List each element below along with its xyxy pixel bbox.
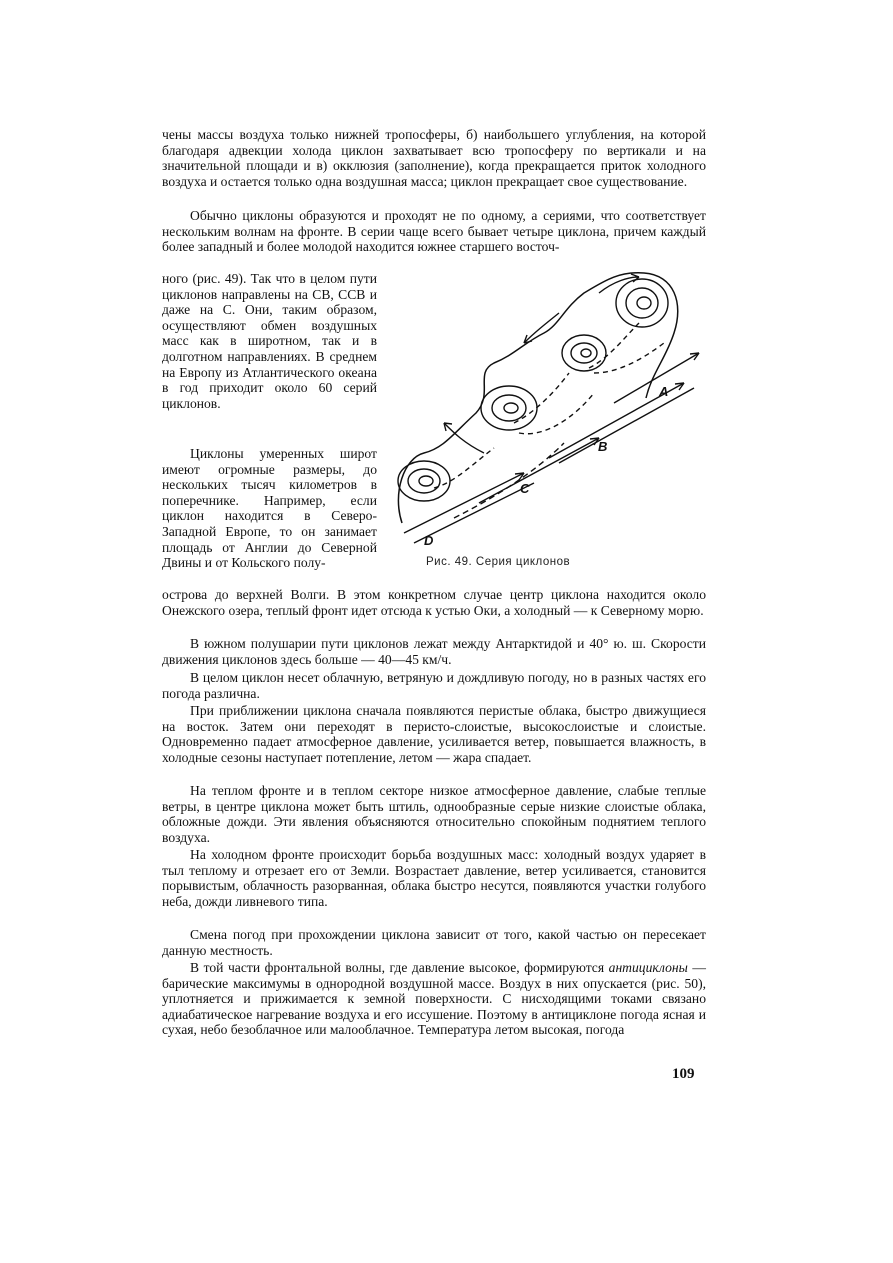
- cyclone-series-diagram: [384, 263, 706, 553]
- term-anticyclones: антициклоны: [608, 960, 688, 975]
- paragraph-10: [162, 960, 706, 1038]
- paragraph-4: В южном полушарии пути циклонов лежат между Антарктидой и 40° ю. ш. Скорости движения циклонов здесь больше — 40—45 км/ч.: [162, 636, 706, 667]
- paragraph-8: На холодном фронте происходит борьба воздушных масс: холодный воздух ударяет в тыл теплому и отрезает его от Земли. Возрастает давление, ветер усиливается, становится порывистым, облачность разорванная, облака быстро несутся, появляются участки голубого неба, дожди ливневого типа.: [162, 847, 706, 909]
- paragraph-2-full: Обычно циклоны образуются и проходят не по одному, а сериями, что соответствует нескольким волнам на фронте. В серии чаще всего бывает четыре циклона, причем каждый более западный и более молодой находится южнее старшего восточ-: [162, 208, 706, 255]
- paragraph-5: В целом циклон несет облачную, ветряную и дождливую погоду, но в разных частях его погода различна.: [162, 670, 706, 701]
- paragraph-3-full: острова до верхней Волги. В этом конкретном случае центр циклона находится около Онежского озера, теплый фронт идет отсюда к устью Оки, а холодный — к Северному морю.: [162, 587, 706, 618]
- paragraph-10-start: В той части фронтальной волны, где давление высокое, формируются: [190, 960, 609, 975]
- paragraph-10-end: — барические максимумы в однородной воздушной массе. Воздух в них опускается (рис. 50), уплотняется и прижимается к земной поверхности. С нисходящими токами связано адиабатическое нагревание воздуха и его иссушение. Поэтому в антициклоне погода ясная и сухая, небо безоблачное или малооблачное. Температура летом высокая, погода: [162, 960, 707, 1038]
- label-b: В: [598, 439, 608, 454]
- paragraph-3-side: Циклоны умеренных широт имеют огромные размеры, до нескольких тысяч километров в поперечнике. Например, если циклон находится в Северо-Западной Европе, то он занимает площадь от Англии до Северной Двины и от Кольского полу-: [162, 446, 377, 571]
- paragraph-7: На теплом фронте и в теплом секторе низкое атмосферное давление, слабые теплые ветры, в центре циклона может быть штиль, однообразные серые низкие слоистые облака, обложные дожди. Эти явления объясняются относительно спокойным поднятием теплого воздуха.: [162, 783, 706, 845]
- page-number: 109: [672, 1066, 695, 1082]
- paragraph-1: чены массы воздуха только нижней тропосферы, б) наибольшего углубления, на которой благодаря адвекции холода циклон захватывает всю тропосферу по вертикали и на значительной площади и в) окклюзия (заполнение), когда прекращается приток холодного воздуха и остается только одна воздушная масса; циклон прекращает свое существование.: [162, 127, 706, 189]
- paragraph-9: Смена погод при прохождении циклона зависит от того, какой частью он пересекает данную местность.: [162, 927, 706, 958]
- label-d: D: [424, 533, 434, 548]
- label-a: А: [659, 384, 669, 399]
- label-c: С: [520, 481, 530, 496]
- paragraph-2-side: ного (рис. 49). Так что в целом пути циклонов направлены на СВ, ССВ и даже на С. Они, таким образом, осуществляют обмен воздушных масс как в широтном, так и в долготном направлениях. В среднем на Европу из Атлантического океана в год приходит около 60 серий циклонов.: [162, 271, 377, 411]
- figure-cyclone-series: [384, 263, 706, 581]
- paragraph-6: При приближении циклона сначала появляются перистые облака, быстро движущиеся на восток. Затем они переходят в перисто-слоистые, высокослоистые и слоистые. Одновременно падает атмосферное давление, усиливается ветер, повышается влажность, в холодные сезоны наступает потепление, летом — жара спадает.: [162, 703, 706, 765]
- figure-caption: Рис. 49. Серия циклонов: [426, 556, 571, 568]
